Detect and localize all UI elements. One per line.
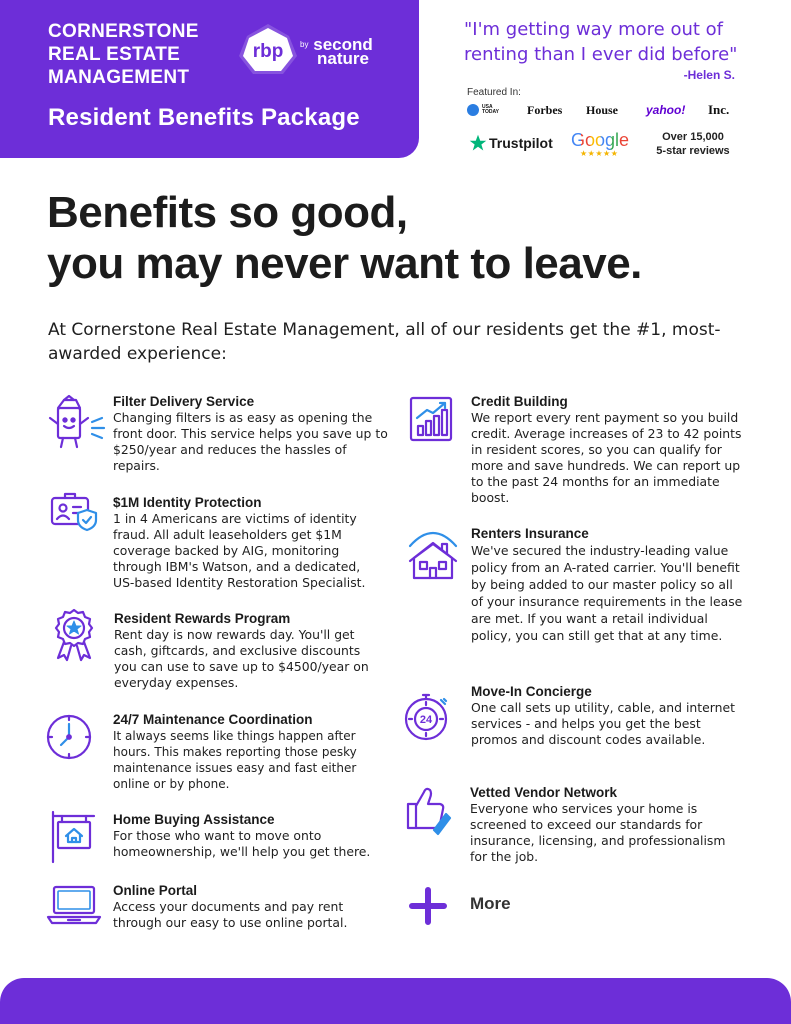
filter-box-icon — [44, 394, 106, 450]
second-nature-logo: second nature — [313, 35, 373, 68]
google-logo: Google — [571, 130, 630, 150]
identity-badge-icon — [49, 492, 99, 532]
credit-chart-icon — [409, 396, 453, 442]
company-name: CORNERSTONE REAL ESTATE MANAGEMENT — [48, 21, 199, 88]
logo-by-text: by — [300, 40, 309, 49]
intro-text: At Cornerstone Real Estate Management, all of our residents get the #1, most-awarded experience: — [48, 320, 721, 364]
house-logo: House — [586, 102, 619, 117]
benefit-description: For those who want to move onto homeownership, we'll help you get there. — [113, 828, 371, 859]
benefit-description: Changing filters is as easy as opening the front door. This service helps you save up to $250/year and reduces the hassles of repairs. — [113, 410, 388, 473]
benefit-move-in-concierge — [471, 683, 743, 748]
concierge-timer-icon — [401, 692, 451, 742]
usa-today-logo: USA TODAY — [467, 103, 499, 117]
reviews-count: Over 15,000 5-star reviews — [656, 131, 730, 157]
inc-logo: Inc. — [708, 102, 730, 117]
benefit-title: Renters Insurance — [471, 526, 589, 541]
benefit-title: Online Portal — [113, 883, 198, 898]
benefit-description: Access your documents and pay rent through our easy to use online portal. — [113, 899, 348, 930]
benefit-vendor-network — [470, 784, 740, 865]
clock-icon — [44, 712, 94, 762]
benefit-title: Resident Rewards Program — [114, 611, 291, 626]
benefit-description: Everyone who services your home is screened to exceed our standards for insurance, licensing, and professionalism for the job. — [470, 801, 726, 864]
benefit-online-portal — [113, 882, 375, 931]
google-stars-icon: ★★★★★ — [580, 149, 619, 158]
benefit-maintenance — [113, 711, 383, 792]
benefit-title: Home Buying Assistance — [113, 812, 275, 827]
benefit-credit-building — [471, 393, 746, 506]
thumbs-up-icon — [402, 784, 452, 836]
trustpilot-logo: Trustpilot — [469, 134, 553, 152]
testimonial-author: -Helen S. — [683, 68, 735, 82]
benefit-title: Filter Delivery Service — [113, 394, 255, 409]
umbrella-house-icon — [404, 524, 462, 582]
house-sign-icon — [48, 810, 98, 864]
yahoo-logo: yahoo! — [646, 103, 686, 117]
benefit-description: Rent day is now rewards day. You'll get cash, giftcards, and exclusive discounts you can use to save up to $4500/year on everyday expenses. — [114, 627, 369, 690]
benefit-title: Vetted Vendor Network — [470, 785, 618, 800]
main-headline: Benefits so good, you may never want to leave. — [47, 188, 642, 288]
header-banner — [0, 0, 419, 158]
benefit-resident-rewards — [114, 610, 384, 691]
plus-icon[interactable] — [408, 886, 448, 926]
benefit-description: One call sets up utility, cable, and internet services - and helps you get the best promos and discount codes available. — [471, 700, 735, 747]
benefit-title: $1M Identity Protection — [113, 495, 262, 510]
benefit-title: Move-In Concierge — [471, 684, 592, 699]
trustpilot-star-icon — [469, 134, 487, 152]
benefit-description: It always seems like things happen after hours. This makes reporting those pesky maintenance issues easy and fast either online or by phone. — [113, 729, 357, 791]
rbp-logo-badge — [237, 22, 299, 78]
benefit-description: We report every rent payment so you build credit. Average increases of 23 to 42 points in resident scores, so you can qualify for more and save hundreds. We can report up to the past 24 months for an immediate boost. — [471, 410, 742, 505]
timer-number: 24 — [419, 714, 433, 726]
rbp-logo-text: rbp — [252, 41, 284, 62]
benefit-description: 1 in 4 Americans are victims of identity fraud. All adult leaseholders get $1M coverage backed by AIG, monitoring through IBM's Watson, and a dedicated, US-based Identity Restoration Specialist. — [113, 511, 366, 590]
benefit-title: Credit Building — [471, 394, 568, 409]
rewards-medal-icon — [50, 608, 98, 662]
benefit-title: 24/7 Maintenance Coordination — [113, 712, 313, 727]
benefit-filter-delivery — [113, 393, 388, 474]
forbes-logo: Forbes — [527, 102, 563, 117]
usa-today-dot-icon — [467, 104, 479, 116]
testimonial-quote: "I'm getting way more out of renting than I ever did before" — [464, 19, 738, 65]
benefit-home-buying — [113, 811, 388, 860]
footer-band — [0, 978, 791, 1024]
benefit-identity-protection — [113, 494, 385, 591]
featured-in-label: Featured In: — [467, 87, 521, 98]
laptop-icon — [46, 884, 102, 926]
benefit-renters-insurance — [471, 525, 746, 644]
more-link[interactable]: More — [470, 894, 511, 913]
package-title: Resident Benefits Package — [48, 104, 360, 131]
benefit-description: We've secured the industry-leading value policy from an A-rated carrier. You'll benefit by being added to our master policy so all of your insurance requirements in the lease are met. If you want a retail individual policy, you can still get that at any time. — [471, 543, 743, 643]
